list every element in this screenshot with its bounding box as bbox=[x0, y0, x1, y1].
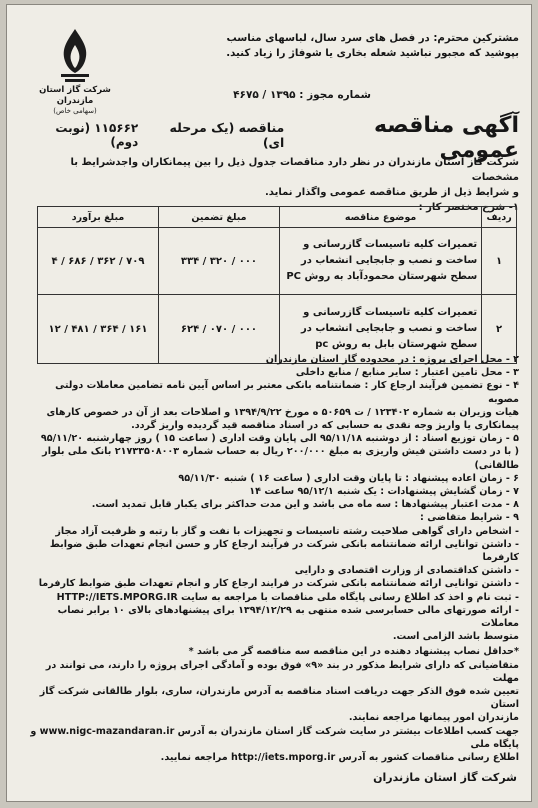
col-subject: موضوع مناقصه bbox=[279, 207, 481, 228]
newspaper-clipping bbox=[6, 4, 532, 802]
company-logo bbox=[25, 27, 125, 123]
section-1-heading: ۱- شرح مختصر کار : bbox=[418, 202, 519, 213]
row-guarantee: ۶۲۴ / ۰۷۰ / ۰۰۰ bbox=[158, 295, 279, 364]
row-subject: تعمیرات کلیه تاسیسات گازرسانی و ساخت و نصب و جابجایی انشعاب در سطح شهرستان محمودآباد به روش PC bbox=[279, 228, 481, 295]
condition-item: - داشتن کداقتصادی از وزارت اقتصادی و دارایی bbox=[294, 565, 519, 577]
info-line-1: جهت کسب اطلاعات بیشتر در سایت شرکت گاز استان مازندران به آدرس www.nigc-mazandaran.ir و پایگاه ملی bbox=[30, 725, 519, 750]
condition-item: - ثبت نام و اخذ کد اطلاع رسانی پایگاه ملی مناقصات با مراجعه به سایت HTTP://IETS.MPORG.IR bbox=[56, 591, 519, 603]
applicant-conditions-heading: ۹ - شرایط متقاضی : bbox=[420, 512, 519, 524]
intro-line-2: و شرایط ذیل از طریق مناقصه عمومی واگذار نماید. bbox=[265, 187, 519, 198]
funding-source: ۳ - محل تامین اعتبار : سایر منابع / منابع داخلی bbox=[295, 367, 519, 379]
distribution-time-1: ۵ - زمان توزیع اسناد : از دوشنبه ۹۵/۱۱/۱۸ الی پایان وقت اداری ( ساعت ۱۵ ) روز چهارشنبه ۹۵/۱۱/۲۰ bbox=[40, 433, 519, 445]
row-subject: تعمیرات کلیه تاسیسات گازرسانی و ساخت و نصب و جابجایی انشعاب در سطح شهرستان بابل به روش pc bbox=[279, 295, 481, 364]
submission-deadline: ۶ - زمان اعاده پیشنهاد : تا پایان وقت اداری ( ساعت ۱۶ ) شنبه ۹۵/۱۱/۳۰ bbox=[178, 472, 519, 484]
row-number: ۲ bbox=[482, 295, 517, 364]
ad-title: آگهی مناقصه عمومی bbox=[373, 113, 519, 163]
logo-company-type: (سهامی خاص) bbox=[53, 107, 97, 115]
row-guarantee: ۳۳۴ / ۳۲۰ / ۰۰۰ bbox=[158, 228, 279, 295]
guarantee-type-1: ۴ - نوع تضمین فرآیند ارجاع کار : ضمانتنامه بانکی معتبر بر اساس آیین نامه تضامین معاملات دولتی مصوبه bbox=[55, 380, 519, 405]
tender-table bbox=[37, 206, 517, 364]
info-line-2: اطلاع رسانی مناقصات کشور به آدرس http://iets.mporg.ir مراجعه نمایید. bbox=[160, 752, 519, 764]
col-guarantee: مبلغ تضمین bbox=[158, 207, 279, 228]
headline bbox=[27, 113, 519, 163]
distribution-time-2: ( با در دست داشتن فیش واریزی به مبلغ ۲۰۰/۰۰۰ ریال به حساب شماره ۲۱۷۳۳۵۰۸۰۰۳ بانک ملی بلوار bbox=[42, 446, 519, 458]
signature: شرکت گاز استان مازندران bbox=[373, 771, 517, 784]
closing-line-3: مازندران امور پیمانها مراجعه نمایند. bbox=[348, 712, 519, 724]
condition-item: - داشتن توانایی ارائه ضمانتنامه بانکی شرکت در فرآیند ارجاع کار و حسن انجام تعهدات طبق ضوابط کارفرما bbox=[49, 538, 519, 564]
condition-item: - داشتن توانایی ارائه ضمانتنامه بانکی شرکت در فرایند ارجاع کار و انجام تعهدات طبق ضوابط کارفرما bbox=[38, 578, 519, 590]
guarantee-type-2: هیات وزیران به شماره ۱۲۳۴۰۲ / ت ۵۰۶۵۹ ه مورخ ۱۳۹۴/۹/۲۲ و اصلاحات بعد از آن در خصوص کارهای bbox=[46, 406, 519, 418]
opening-time: ۷ - زمان گشایش پیشنهادات : یک شنبه ۹۵/۱۲/۱ ساعت ۱۴ bbox=[249, 486, 519, 498]
table-header-row bbox=[38, 207, 517, 228]
logo-company-name: شرکت گاز استان مازندران bbox=[39, 85, 111, 106]
condition-item: - ارائه صورتهای مالی حسابرسی شده منتهی به ۱۳۹۴/۱۲/۲۹ برای پیشنهادهای بالای ۱۰ برابر نصاب معاملات bbox=[57, 604, 519, 630]
tender-number: ۱۱۵۶۶۲ (نوبت دوم) bbox=[55, 121, 139, 149]
conditions-body bbox=[23, 353, 519, 764]
condition-item: متوسط باشد الزامی است. bbox=[392, 631, 519, 643]
intro-line-1: شرکت گاز استان مازندران در نظر دارد مناقصات جدول ذیل را بین پیمانکاران واجدشرایط با مشخصات bbox=[70, 157, 519, 183]
distribution-time-3: طالقانی) bbox=[474, 459, 519, 471]
validity-period: ۸ - مدت اعتبار پیشنهادها : سه ماه می باشد و این مدت حداکثر برای یکبار قابل تمدید است. bbox=[91, 499, 519, 511]
customer-notice bbox=[129, 31, 519, 61]
condition-item: - اشخاص دارای گواهی صلاحیت رشته تاسیسات و تجهیزات با نفت و گاز با رتبه و ظرفیت آزاد مجاز bbox=[55, 525, 519, 537]
row-estimate: ۱۲ / ۴۸۱ / ۳۶۴ / ۱۶۱ bbox=[38, 295, 159, 364]
permit-number: شماره مجوز : ۱۳۹۵ / ۴۶۷۵ bbox=[233, 89, 371, 101]
col-estimate: مبلغ برآورد bbox=[38, 207, 159, 228]
table-row bbox=[38, 228, 517, 295]
project-location: ۲ - محل اجرای پروژه : در محدوده گاز استان مازندران bbox=[265, 354, 519, 365]
guarantee-type-3: پیمانکاری یا واریز وجه نقدی به حسابی که در اسناد مناقصه قید گردیده واریز گردد. bbox=[131, 420, 519, 432]
row-estimate: ۴ / ۶۸۶ / ۳۶۲ / ۷۰۹ bbox=[38, 228, 159, 295]
tender-kind: مناقصه (یک مرحله ای) bbox=[169, 120, 285, 150]
closing-line-1: متقاضیانی که دارای شرایط مذکور در بند «۹» فوق بوده و آمادگی اجرای پروژه را دارند، می توانند در مهلت bbox=[45, 659, 519, 684]
notice-line-1: مشترکین محترم: در فصل های سرد سال، لباسهای مناسب bbox=[226, 33, 519, 44]
row-number: ۱ bbox=[482, 228, 517, 295]
flame-logo-icon bbox=[55, 27, 95, 85]
closing-line-2: تعیین شده فوق الذکر جهت دریافت اسناد مناقصه به آدرس مازندران، ساری، بلوار طالقانی شرکت گاز استان bbox=[39, 686, 519, 711]
notice-line-2: بپوشید که مجبور نباشید شعله بخاری یا شوفاژ را زیاد کنید. bbox=[226, 48, 519, 59]
col-row-number: ردیف bbox=[482, 207, 517, 228]
minimum-bidders-note: *حداقل نصاب پیشنهاد دهنده در این مناقصه سه مناقصه گر می باشد * bbox=[188, 646, 519, 658]
